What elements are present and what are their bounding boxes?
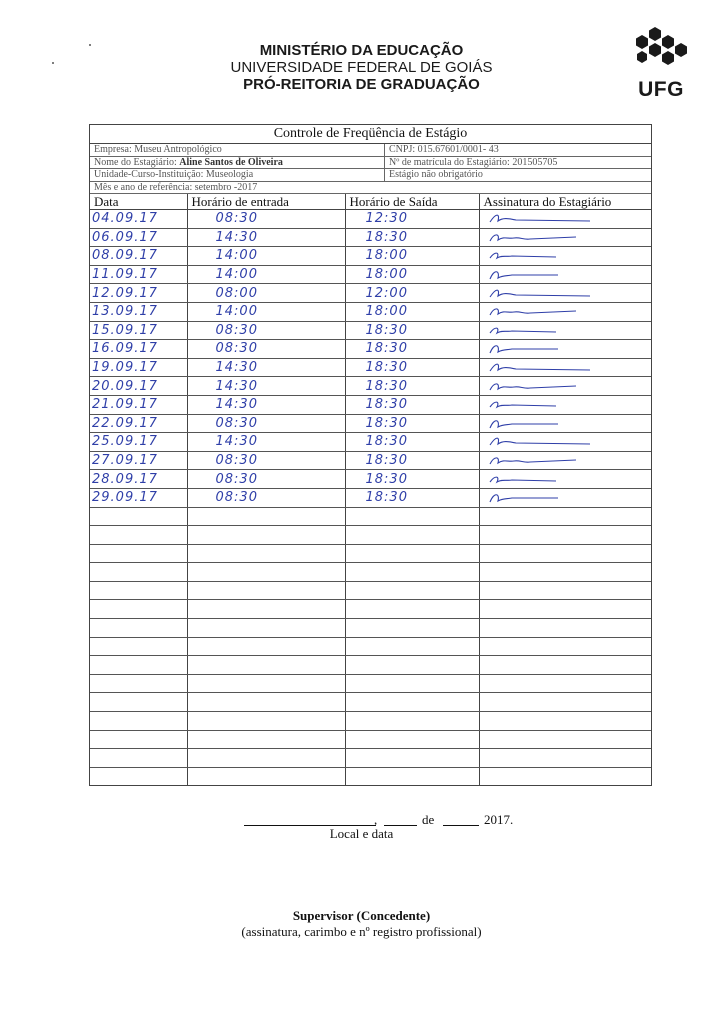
cell-signature [479, 767, 651, 785]
cell-date: 28.09.17 [90, 470, 187, 489]
cell-date [90, 507, 187, 526]
cell-signature [479, 544, 651, 563]
table-row [90, 526, 651, 545]
cell-time-out [345, 637, 479, 656]
cell-time-in: 14:00 [187, 302, 345, 321]
unidade-field: Unidade-Curso-Instituição: Museologia [90, 169, 385, 181]
cell-time-out: 18:30 [345, 470, 479, 489]
handwritten-signature [486, 230, 596, 245]
comma: , [374, 812, 378, 827]
referencia-field: Mês e ano de referência: setembro -2017 [94, 181, 258, 193]
cell-time-in: 14:00 [187, 265, 345, 284]
cell-time-out: 18:30 [345, 358, 479, 377]
table-header-row [90, 194, 651, 210]
handwritten-signature [486, 211, 596, 226]
table-row [90, 581, 651, 600]
cell-date [90, 693, 187, 712]
handwritten-signature [486, 434, 596, 449]
cell-date: 15.09.17 [90, 321, 187, 340]
cell-date: 25.09.17 [90, 433, 187, 452]
info-row-estagiario [90, 157, 651, 170]
handwritten-signature [486, 341, 596, 356]
cell-time-in [187, 581, 345, 600]
handwritten-signature [486, 416, 596, 431]
cell-date [90, 581, 187, 600]
cell-time-in: 14:30 [187, 433, 345, 452]
cell-date [90, 563, 187, 582]
estagiario-label: Nome do Estagiário: [94, 156, 180, 168]
cell-date [90, 600, 187, 619]
cell-signature [479, 507, 651, 526]
cell-time-out: 18:00 [345, 302, 479, 321]
table-row [90, 302, 651, 321]
handwritten-signature [486, 323, 596, 338]
cell-time-out: 12:00 [345, 284, 479, 303]
cell-time-in: 08:00 [187, 284, 345, 303]
handwritten-signature [486, 286, 596, 301]
cell-time-out: 18:30 [345, 395, 479, 414]
cell-signature [479, 712, 651, 731]
cell-time-out: 18:00 [345, 247, 479, 266]
table-row [90, 600, 651, 619]
cell-signature [479, 730, 651, 749]
cell-date: 21.09.17 [90, 395, 187, 414]
attendance-table [90, 194, 651, 785]
cell-time-in [187, 730, 345, 749]
cell-date: 11.09.17 [90, 265, 187, 284]
cell-time-out: 18:30 [345, 377, 479, 396]
cell-time-in [187, 619, 345, 638]
cell-time-out: 18:30 [345, 228, 479, 247]
cell-date: 22.09.17 [90, 414, 187, 433]
column-header-assinatura: Assinatura do Estagiário [479, 194, 651, 210]
cell-time-out [345, 749, 479, 768]
cell-signature [479, 451, 651, 470]
cell-time-in [187, 600, 345, 619]
cell-time-in: 14:30 [187, 358, 345, 377]
handwritten-signature [486, 453, 596, 468]
handwritten-signature [486, 248, 596, 263]
table-row [90, 433, 651, 452]
cell-time-out: 18:30 [345, 321, 479, 340]
cell-signature [479, 637, 651, 656]
info-row-referencia [90, 182, 651, 195]
local-label: Local e data [329, 826, 394, 841]
cell-date [90, 730, 187, 749]
cell-time-in: 08:30 [187, 470, 345, 489]
cell-time-out: 18:30 [345, 340, 479, 359]
cell-signature [479, 526, 651, 545]
cell-time-in: 08:30 [187, 414, 345, 433]
table-row [90, 712, 651, 731]
cell-signature [479, 656, 651, 675]
cell-signature [479, 321, 651, 340]
table-row [90, 507, 651, 526]
table-row [90, 693, 651, 712]
cell-time-out [345, 563, 479, 582]
form-title: Controle de Freqüência de Estágio [90, 125, 651, 144]
cell-signature [479, 563, 651, 582]
table-row [90, 395, 651, 414]
cell-signature [479, 340, 651, 359]
cell-time-out: 18:00 [345, 265, 479, 284]
cell-time-in [187, 767, 345, 785]
table-row [90, 340, 651, 359]
supervisor-subtitle: (assinatura, carimbo e nº registro profissional) [241, 924, 482, 939]
cell-time-in [187, 526, 345, 545]
ufg-logo [633, 24, 689, 104]
handwritten-signature [486, 379, 596, 394]
table-row [90, 321, 651, 340]
table-row [90, 730, 651, 749]
cell-signature [479, 488, 651, 507]
university-title: UNIVERSIDADE FEDERAL DE GOIÁS [230, 59, 493, 76]
table-row [90, 767, 651, 785]
table-row [90, 656, 651, 675]
cell-time-out [345, 507, 479, 526]
cnpj-field: CNPJ: 015.67601/0001- 43 [389, 144, 499, 155]
cell-signature [479, 749, 651, 768]
cell-time-out [345, 600, 479, 619]
cell-time-out [345, 712, 479, 731]
attendance-rows [90, 210, 651, 786]
cell-time-out: 18:30 [345, 451, 479, 470]
cell-time-in [187, 507, 345, 526]
cell-time-in [187, 693, 345, 712]
handwritten-signature [486, 490, 596, 505]
cell-date [90, 767, 187, 785]
year-text: 2017. [484, 812, 514, 827]
cell-signature [479, 247, 651, 266]
cell-time-in: 08:30 [187, 321, 345, 340]
supervisor-title: Supervisor (Concedente) [292, 908, 431, 923]
cell-time-in: 14:30 [187, 377, 345, 396]
table-row [90, 619, 651, 638]
cell-signature [479, 358, 651, 377]
cell-date [90, 674, 187, 693]
cell-time-out: 18:30 [345, 488, 479, 507]
cell-time-in: 08:30 [187, 451, 345, 470]
table-row [90, 563, 651, 582]
cell-date: 06.09.17 [90, 228, 187, 247]
cell-date: 12.09.17 [90, 284, 187, 303]
cell-signature [479, 619, 651, 638]
cell-date [90, 637, 187, 656]
table-row [90, 228, 651, 247]
institution-header [0, 42, 723, 93]
table-row [90, 674, 651, 693]
table-row [90, 358, 651, 377]
cell-time-in [187, 563, 345, 582]
cell-signature [479, 600, 651, 619]
cell-time-out [345, 544, 479, 563]
estagiario-field [90, 157, 385, 169]
table-row [90, 544, 651, 563]
cell-date: 29.09.17 [90, 488, 187, 507]
cell-time-in [187, 712, 345, 731]
cell-time-in [187, 544, 345, 563]
pro-rectory-title: PRÓ-REITORIA DE GRADUAÇÃO [243, 76, 480, 93]
cell-signature [479, 674, 651, 693]
table-row [90, 247, 651, 266]
cell-time-in: 08:30 [187, 210, 345, 229]
cell-time-in: 08:30 [187, 340, 345, 359]
cell-date [90, 526, 187, 545]
cell-date [90, 619, 187, 638]
cell-date: 16.09.17 [90, 340, 187, 359]
estagiario-name: Aline Santos de Oliveira [179, 156, 283, 168]
cell-date: 08.09.17 [90, 247, 187, 266]
table-row [90, 377, 651, 396]
cell-time-out [345, 693, 479, 712]
table-row [90, 749, 651, 768]
ufg-logo-text: UFG [638, 78, 684, 101]
handwritten-signature [486, 472, 596, 487]
de-text: de [422, 812, 435, 827]
column-header-entrada: Horário de entrada [187, 194, 345, 210]
info-row-empresa [90, 144, 651, 157]
cell-time-in [187, 674, 345, 693]
table-row [90, 265, 651, 284]
cell-time-out [345, 656, 479, 675]
cell-signature [479, 377, 651, 396]
matricula-field: Nº de matrícula do Estagiário: 201505705 [389, 156, 558, 168]
column-header-saida: Horário de Saída [345, 194, 479, 210]
table-row [90, 470, 651, 489]
cell-date: 13.09.17 [90, 302, 187, 321]
cell-signature [479, 581, 651, 600]
cell-time-out [345, 730, 479, 749]
cell-time-out [345, 767, 479, 785]
cell-date [90, 749, 187, 768]
cell-signature [479, 433, 651, 452]
cell-signature [479, 265, 651, 284]
handwritten-signature [486, 267, 596, 282]
attendance-form [89, 124, 652, 786]
cell-signature [479, 284, 651, 303]
cell-time-out: 18:30 [345, 433, 479, 452]
cell-signature [479, 414, 651, 433]
cell-date [90, 656, 187, 675]
table-row [90, 414, 651, 433]
cell-signature [479, 210, 651, 229]
cell-time-in [187, 656, 345, 675]
cell-date: 04.09.17 [90, 210, 187, 229]
cell-date: 27.09.17 [90, 451, 187, 470]
cell-time-out [345, 526, 479, 545]
info-row-unidade [90, 169, 651, 182]
cell-time-in [187, 637, 345, 656]
cell-signature [479, 693, 651, 712]
table-row [90, 210, 651, 229]
cell-time-out: 12:30 [345, 210, 479, 229]
cell-date: 19.09.17 [90, 358, 187, 377]
handwritten-signature [486, 397, 596, 412]
table-row [90, 488, 651, 507]
table-row [90, 451, 651, 470]
column-header-data: Data [90, 194, 187, 210]
cell-signature [479, 228, 651, 247]
ministry-title: MINISTÉRIO DA EDUCAÇÃO [259, 42, 464, 59]
cell-signature [479, 302, 651, 321]
cell-date: 20.09.17 [90, 377, 187, 396]
cell-date [90, 712, 187, 731]
handwritten-signature [486, 304, 596, 319]
cell-time-in: 14:00 [187, 247, 345, 266]
cell-time-in: 14:30 [187, 228, 345, 247]
ufg-logo-hexagons-icon [633, 24, 689, 80]
cell-time-in [187, 749, 345, 768]
supervisor-block [0, 908, 723, 940]
cell-signature [479, 470, 651, 489]
empresa-field: Empresa: Museu Antropológico [90, 144, 385, 156]
cell-time-out [345, 581, 479, 600]
cell-time-in: 08:30 [187, 488, 345, 507]
table-row [90, 284, 651, 303]
cell-signature [479, 395, 651, 414]
cell-time-in: 14:30 [187, 395, 345, 414]
cell-time-out: 18:30 [345, 414, 479, 433]
cell-date [90, 544, 187, 563]
table-row [90, 637, 651, 656]
tipo-field: Estágio não obrigatório [389, 169, 483, 180]
cell-time-out [345, 619, 479, 638]
handwritten-signature [486, 360, 596, 375]
cell-time-out [345, 674, 479, 693]
